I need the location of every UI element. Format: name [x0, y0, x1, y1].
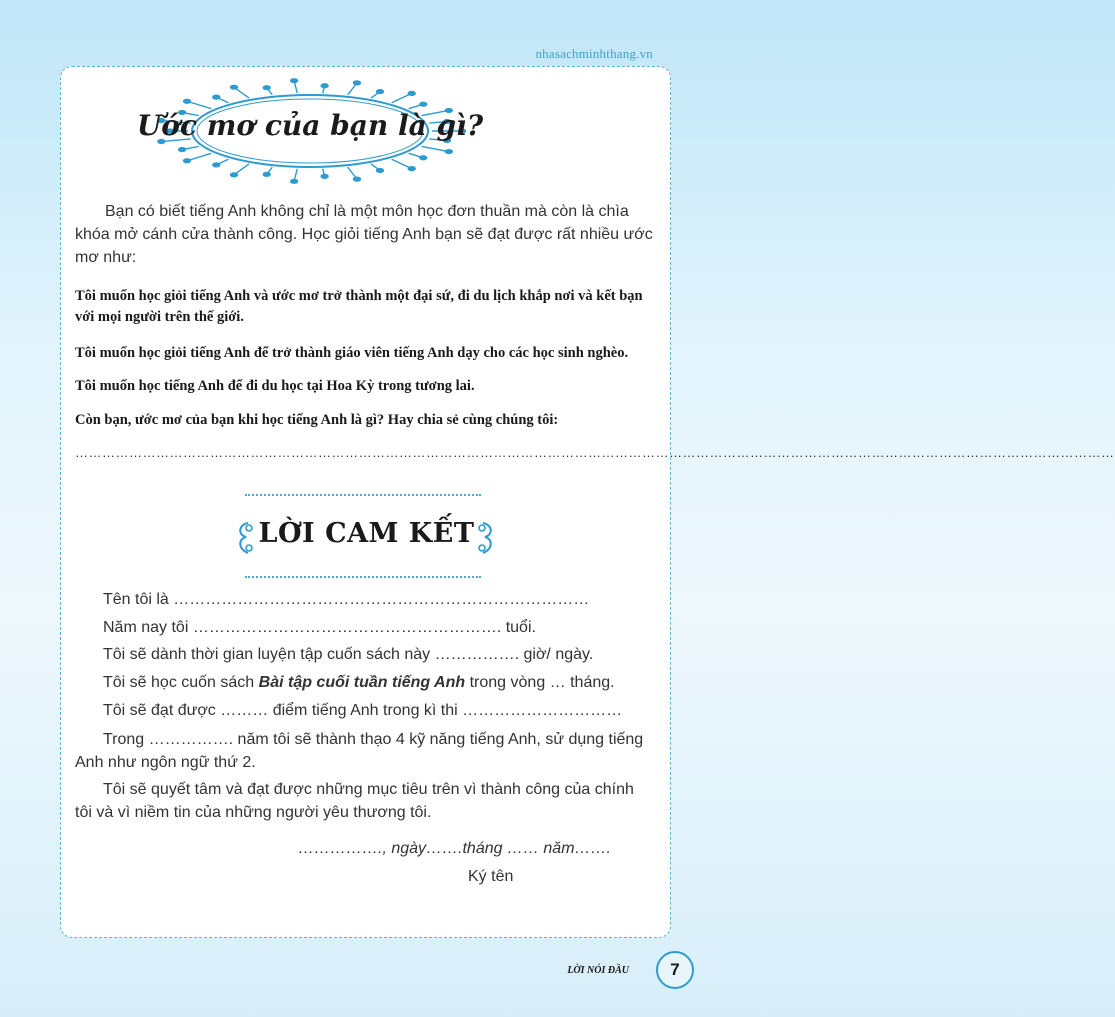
dream-2: Tôi muốn học giỏi tiếng Anh để trở thành giáo viên tiếng Anh dạy cho các học sinh nghèo.: [75, 345, 629, 361]
website-url: nhasachminhthang.vn: [535, 46, 653, 61]
sunburst-dot: [320, 83, 328, 88]
dream-1: Tôi muốn học giỏi tiếng Anh và ước mơ trở thành một đại sứ, đi du lịch khắp nơi và kết bạn với mọi người trên thế giới.: [75, 288, 643, 325]
page-number: 7: [656, 951, 694, 989]
sunburst-dot: [230, 85, 238, 90]
sunburst-dot: [212, 162, 220, 167]
book-line-prefix: Tôi sẽ học cuốn sách: [103, 674, 259, 691]
sunburst-dot: [263, 85, 271, 90]
sunburst-dot: [408, 91, 416, 96]
sunburst-ray: [421, 146, 448, 151]
sunburst-dot: [212, 95, 220, 100]
right-scroll-ornament-icon: [475, 521, 497, 555]
intro-paragraph: Bạn có biết tiếng Anh không chỉ là một môn học đơn thuần mà còn là chìa khóa mở cánh cửa thành công. Học giỏi tiếng Anh bạn sẽ đạt được rất nhiều ước mơ như:: [75, 203, 653, 266]
sunburst-dot: [178, 147, 186, 152]
sunburst-dot: [353, 177, 361, 182]
answer-line[interactable]: ……………………………………………………………………………………………………………………………………………………………………………………………………………: [75, 445, 1115, 460]
dream-3: Tôi muốn học tiếng Anh để đi du học tại Hoa Kỳ trong tương lai.: [75, 378, 475, 394]
section-label: LỜI NÓI ĐẦU: [567, 965, 629, 976]
sunburst-dot: [419, 155, 427, 160]
sunburst-dot: [183, 158, 191, 163]
page-title: Ước mơ của bạn là gì?: [136, 109, 484, 142]
book-line-suffix: trong vòng … tháng.: [465, 674, 615, 691]
score-line[interactable]: Tôi sẽ đạt được ……… điểm tiếng Anh trong kì thi …………………………: [103, 702, 623, 719]
divider-top: [245, 494, 481, 496]
sunburst-dot: [290, 179, 298, 184]
age-line[interactable]: Năm nay tôi …………………………………………………. tuổi.: [103, 619, 536, 636]
sunburst-dot: [290, 78, 298, 83]
book-title: Bài tập cuối tuần tiếng Anh: [258, 674, 466, 691]
skills-line[interactable]: Trong ……………. năm tôi sẽ thành thạo 4 kỹ năng tiếng Anh, sử dụng tiếng Anh như ngôn ngữ thứ 2.: [75, 731, 644, 771]
pledge-title: LỜI CAM KẾT: [258, 518, 475, 549]
sunburst-dot: [419, 102, 427, 107]
sunburst-dot: [230, 172, 238, 177]
sunburst-dot: [320, 174, 328, 179]
title-badge: [135, 72, 485, 190]
sunburst-dot: [445, 149, 453, 154]
share-prompt: Còn bạn, ước mơ của bạn khi học tiếng Anh là gì? Hay chia sẻ cùng chúng tôi:: [75, 412, 559, 428]
practice-time-line[interactable]: Tôi sẽ dành thời gian luyện tập cuốn sách này ……………. giờ/ ngày.: [103, 646, 594, 663]
sunburst-dot: [408, 166, 416, 171]
sunburst-dot: [376, 168, 384, 173]
date-line[interactable]: ……………., ngày…….tháng …… năm…….: [298, 840, 611, 857]
sunburst-dot: [263, 172, 271, 177]
sunburst-dot: [376, 89, 384, 94]
name-line[interactable]: Tên tôi là ……………………………………………………………………: [103, 591, 590, 608]
sunburst-dot: [183, 99, 191, 104]
commitment-paragraph: Tôi sẽ quyết tâm và đạt được những mục tiêu trên vì thành công của chính tôi và vì niềm tin của những người yêu thương tôi.: [75, 781, 634, 821]
book-line[interactable]: [103, 674, 615, 692]
sunburst-dot: [353, 80, 361, 85]
signature-label: Ký tên: [468, 868, 514, 885]
divider-bottom: [245, 576, 481, 578]
